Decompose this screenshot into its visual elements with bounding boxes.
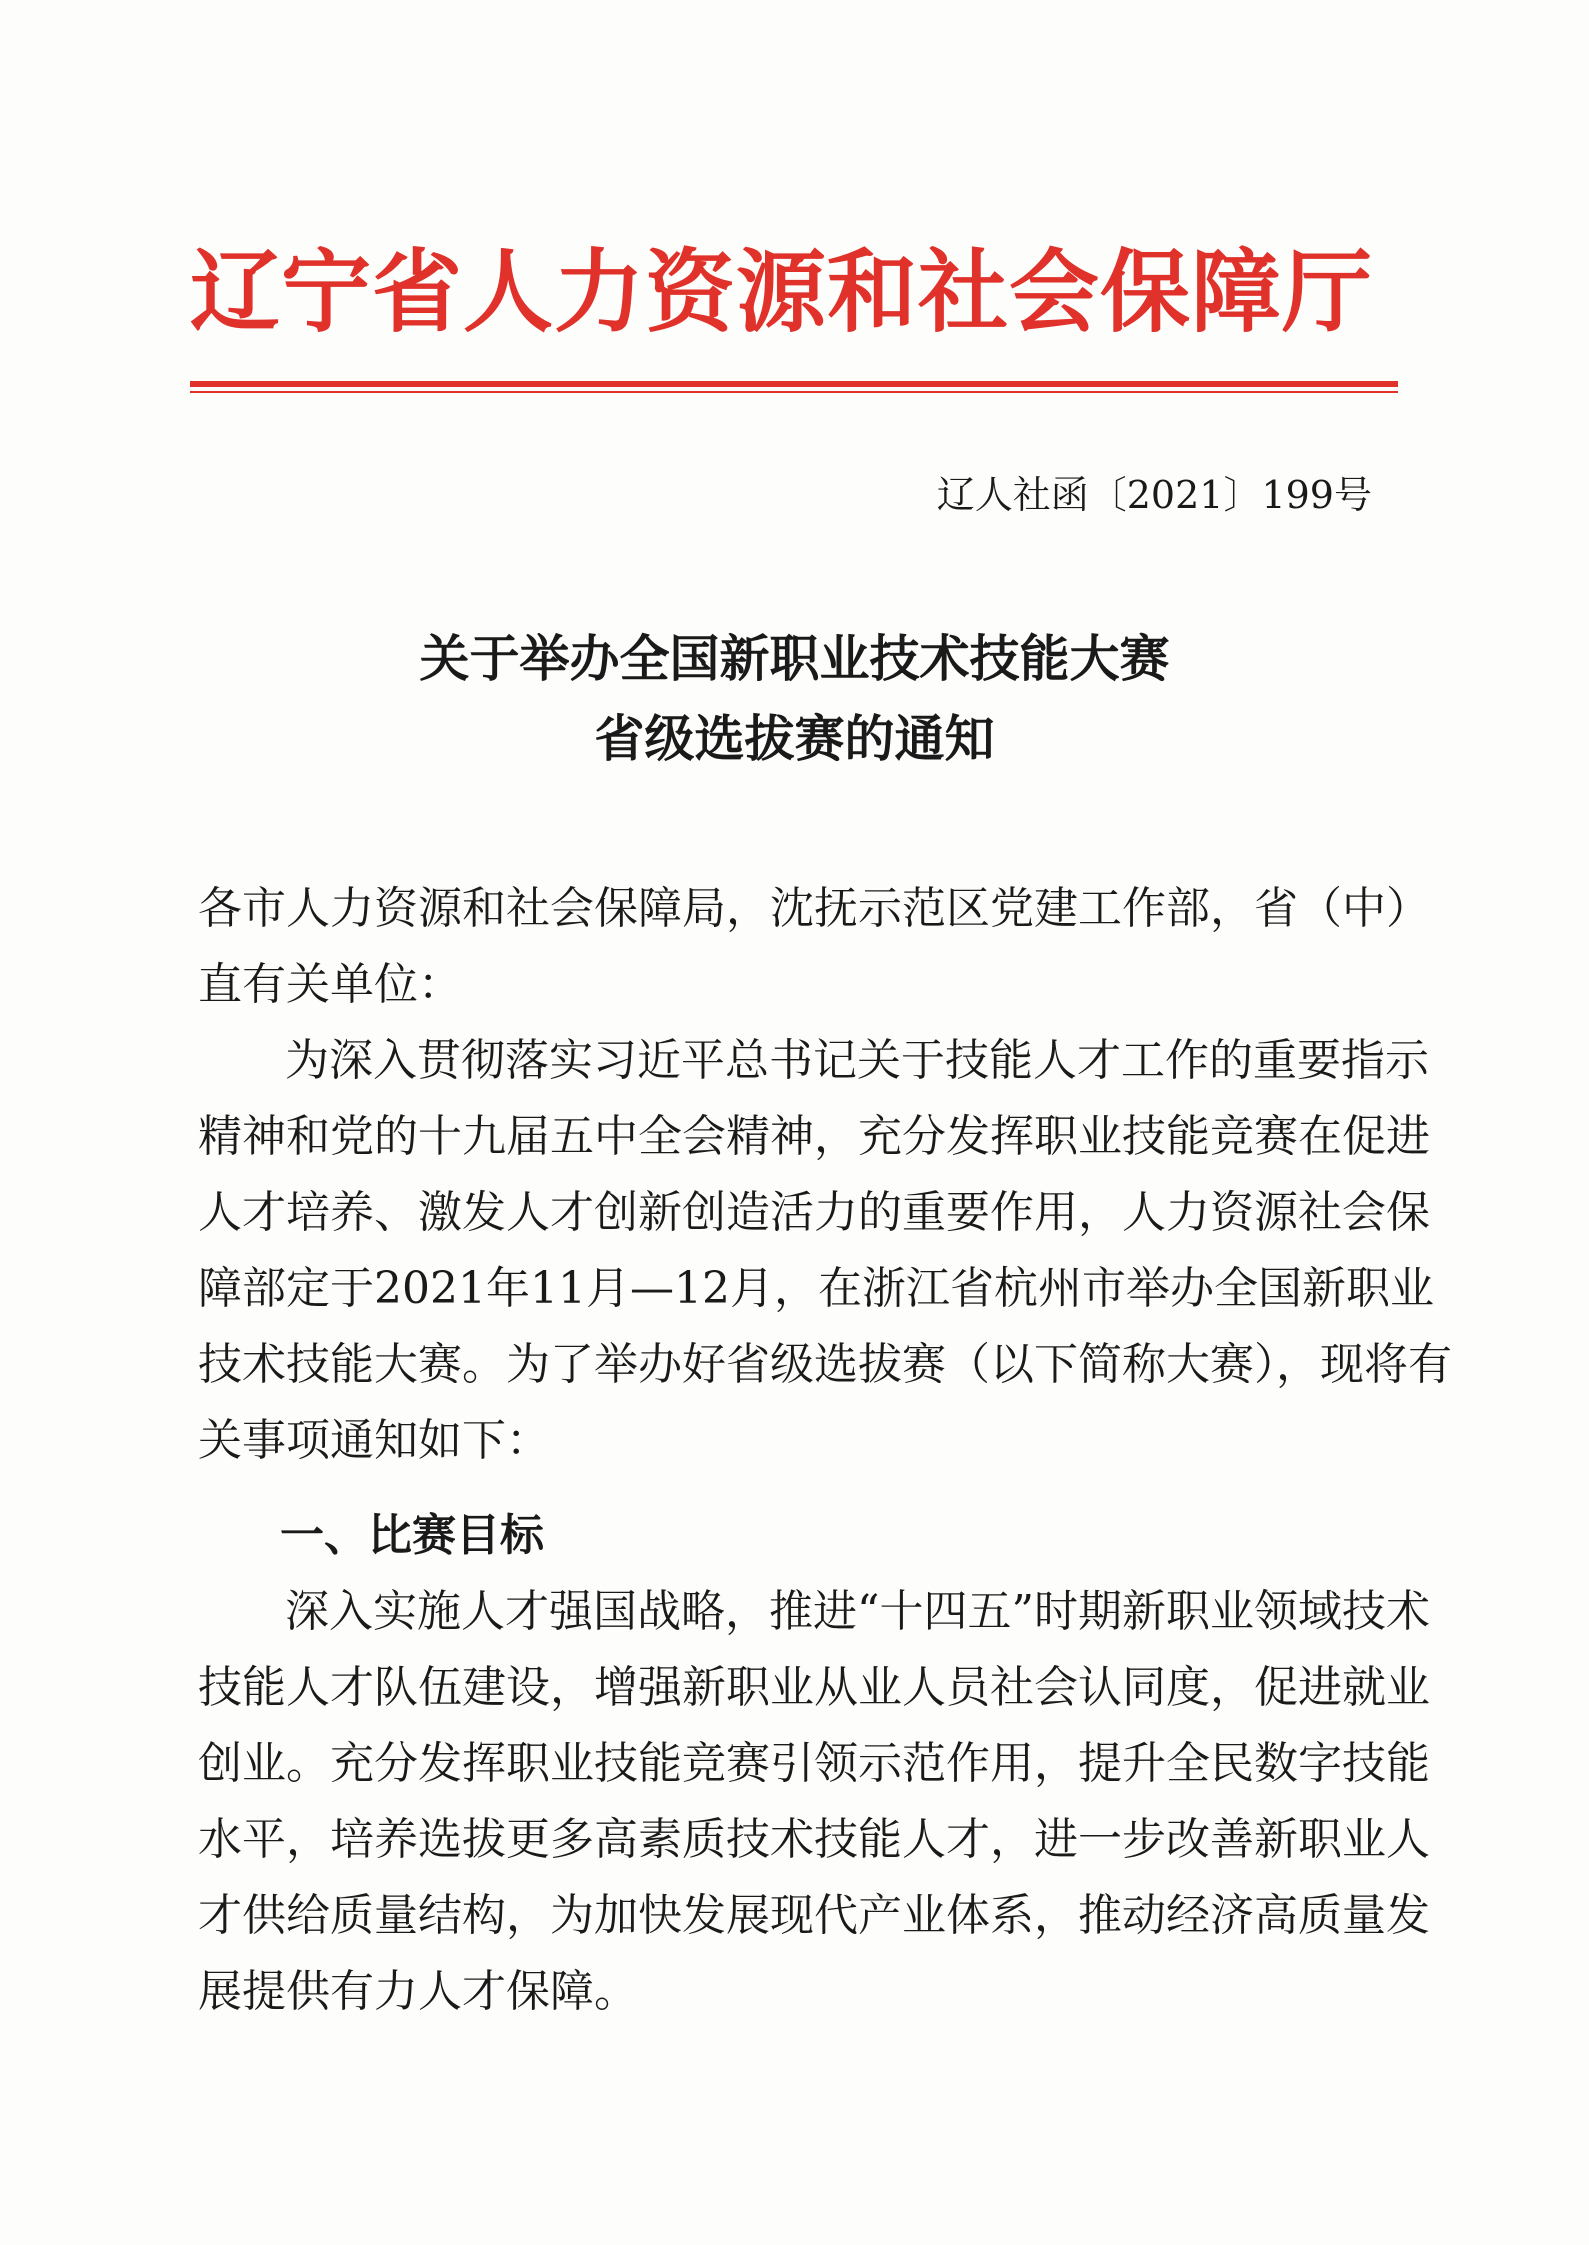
body-line: 技术技能大赛。为了举办好省级选拔赛（以下简称大赛），现将有 (198, 1339, 1452, 1390)
organization-header: 辽宁省人力资源和社会保障厅 (190, 240, 1373, 345)
body-line: 直有关单位： (198, 959, 462, 1010)
document-title-line-2: 省级选拔赛的通知 (594, 710, 995, 768)
header-red-rule (190, 381, 1398, 387)
body-line: 障部定于2021年11月—12月，在浙江省杭州市举办全国新职业 (198, 1263, 1434, 1314)
body-line: 展提供有力人才保障。 (198, 1966, 638, 2017)
document-title-line-1: 关于举办全国新职业技术技能大赛 (419, 630, 1170, 688)
body-line: 技能人才队伍建设，增强新职业从业人员社会认同度，促进就业 (198, 1662, 1430, 1713)
section-heading-1: 一、比赛目标 (280, 1510, 544, 1561)
body-line: 创业。充分发挥职业技能竞赛引领示范作用，提升全民数字技能 (198, 1738, 1430, 1789)
body-line: 深入实施人才强国战略，推进“十四五”时期新职业领域技术 (285, 1586, 1430, 1637)
body-line: 为深入贯彻落实习近平总书记关于技能人才工作的重要指示 (285, 1035, 1429, 1086)
body-line: 才供给质量结构，为加快发展现代产业体系，推动经济高质量发 (198, 1890, 1430, 1941)
header-red-rule-thin (190, 391, 1398, 393)
body-line: 人才培养、激发人才创新创造活力的重要作用，人力资源社会保 (198, 1187, 1430, 1238)
document-number: 辽人社函〔2021〕199号 (936, 473, 1372, 517)
body-line: 精神和党的十九届五中全会精神，充分发挥职业技能竞赛在促进 (198, 1111, 1430, 1162)
body-line: 水平，培养选拔更多高素质技术技能人才，进一步改善新职业人 (198, 1814, 1430, 1865)
body-line: 关事项通知如下： (198, 1415, 550, 1466)
body-line: 各市人力资源和社会保障局，沈抚示范区党建工作部，省（中） (198, 883, 1430, 934)
